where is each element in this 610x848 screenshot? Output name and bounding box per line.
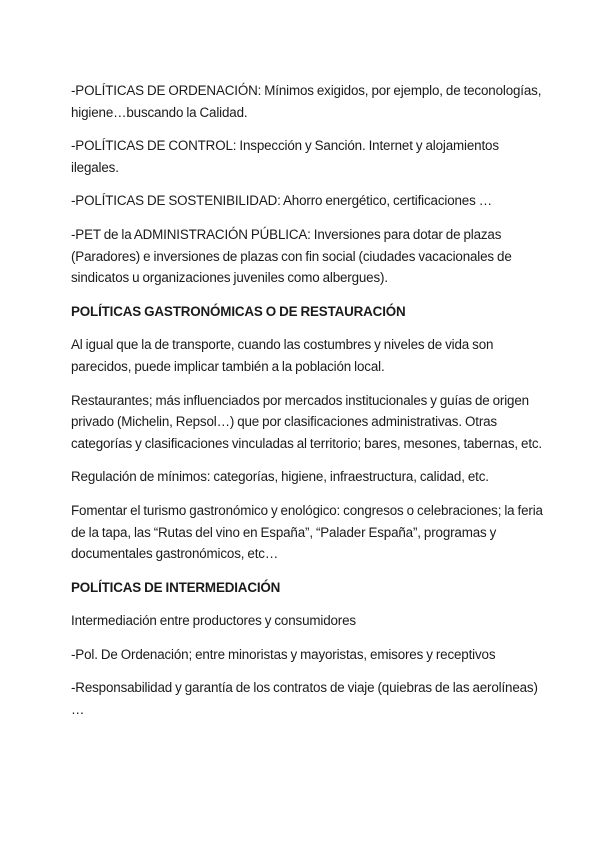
politicas-sostenibilidad-paragraph: -POLÍTICAS DE SOSTENIBILIDAD: Ahorro energético, certificaciones … bbox=[71, 193, 492, 209]
pet-administracion-paragraph: -PET de la ADMINISTRACIÓN PÚBLICA: Inversiones para dotar de plazas (Paradores) e inversiones de plazas con fin social (ciudades vacacionales de sindicatos u organizaciones juveniles como albergues). bbox=[71, 226, 512, 286]
fomentar-turismo-paragraph: Fomentar el turismo gastronómico y enológico: congresos o celebraciones; la feria de la tapa, las “Rutas del vino en España”, “Palader España”, programas y documentales gastronómicos, etc… bbox=[71, 502, 543, 562]
regulacion-minimos-paragraph: Regulación de mínimos: categorías, higiene, infraestructura, calidad, etc. bbox=[71, 469, 489, 485]
intermediacion-productores-paragraph: Intermediación entre productores y consumidores bbox=[71, 613, 356, 629]
document-body bbox=[71, 80, 547, 733]
politicas-ordenacion-paragraph: -POLÍTICAS DE ORDENACIÓN: Mínimos exigidos, por ejemplo, de teconologías, higiene…buscando la Calidad. bbox=[71, 83, 542, 120]
intermediacion-heading: POLÍTICAS DE INTERMEDIACIÓN bbox=[71, 579, 281, 595]
responsabilidad-paragraph: -Responsabilidad y garantía de los contratos de viaje (quiebras de las aerolíneas) … bbox=[71, 680, 538, 718]
gastronomicas-heading: POLÍTICAS GASTRONÓMICAS O DE RESTAURACIÓN bbox=[71, 303, 406, 319]
pol-ordenacion-paragraph: -Pol. De Ordenación; entre minoristas y mayoristas, emisores y receptivos bbox=[71, 646, 496, 662]
transporte-paragraph: Al igual que la de transporte, cuando las costumbres y niveles de vida son parecidos, puede implicar también a la población local. bbox=[71, 337, 494, 374]
restaurantes-paragraph: Restaurantes; más influenciados por mercados institucionales y guías de origen privado (Michelin, Repsol…) que por clasificaciones administrativas. Otras categorías y clasificaciones vinculadas al territorio; bares, mesones, tabernas, etc. bbox=[71, 392, 542, 451]
politicas-control-paragraph: -POLÍTICAS DE CONTROL: Inspección y Sanción. Internet y alojamientos ilegales. bbox=[71, 138, 499, 175]
